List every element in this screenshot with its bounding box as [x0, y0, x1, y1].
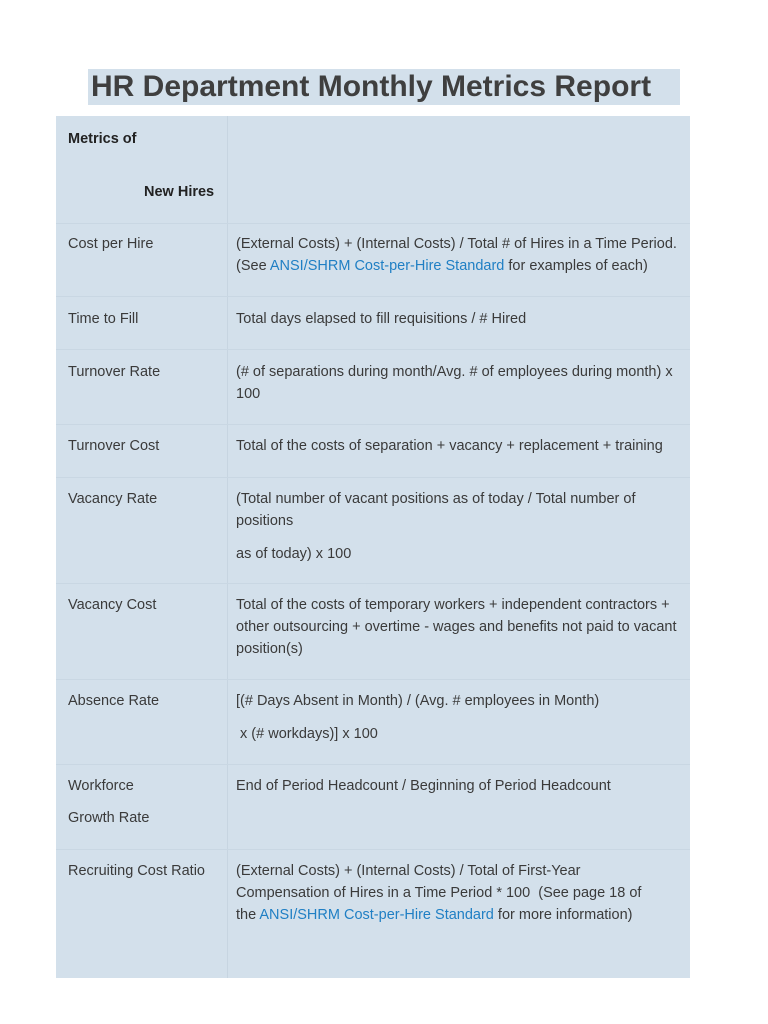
metric-formula [236, 361, 681, 405]
ansi-shrm-standard-link[interactable]: ANSI/SHRM Cost-per-Hire Standard [259, 907, 494, 923]
formula-line: x (# workdays)] x 100 [236, 726, 378, 742]
metric-name-line: Workforce [68, 778, 134, 794]
formula-text: (See [236, 258, 270, 274]
formula-line: 100 [236, 386, 261, 402]
formula-line: [(# Days Absent in Month) / (Avg. # employees in Month) [236, 693, 600, 709]
metric-name: Cost per Hire [68, 236, 154, 252]
formula-line: (# of separations during month/Avg. # of employees during month) x [236, 364, 673, 380]
metric-name: Vacancy Cost [68, 597, 157, 613]
metric-name: Turnover Rate [68, 364, 161, 380]
row-divider [56, 349, 690, 350]
metric-formula [236, 488, 681, 565]
row-divider [56, 296, 690, 297]
metric-name: Time to Fill [68, 311, 139, 327]
row-divider [56, 764, 690, 765]
formula-line: Total of the costs of temporary workers + independent contractors + [236, 597, 670, 613]
metric-name [68, 775, 223, 829]
formula-line: position(s) [236, 641, 303, 657]
formula-line [236, 904, 681, 926]
metrics-table [56, 116, 690, 978]
formula-line: (Total number of vacant positions as of today / Total number of [236, 491, 636, 507]
header-label: Metrics of [68, 131, 137, 147]
formula-line: positions [236, 513, 294, 529]
page-title: HR Department Monthly Metrics Report [88, 69, 680, 105]
metric-formula: End of Period Headcount / Beginning of Period Headcount [236, 778, 611, 794]
metric-name: Recruiting Cost Ratio [68, 863, 205, 879]
formula-text: for examples of each) [504, 258, 648, 274]
metric-name-line: Growth Rate [68, 810, 150, 826]
metric-formula: Total of the costs of separation + vacancy + replacement + training [236, 438, 663, 454]
header-sublabel: New Hires [144, 184, 215, 200]
formula-line: Compensation of Hires in a Time Period * 100 (See page 18 of [236, 885, 642, 901]
row-divider [56, 583, 690, 584]
row-divider [56, 679, 690, 680]
formula-text: the [236, 907, 260, 923]
metric-formula [236, 233, 681, 277]
metric-name: Vacancy Rate [68, 491, 158, 507]
metric-name: Absence Rate [68, 693, 160, 709]
row-divider [56, 849, 690, 850]
metric-formula [236, 860, 681, 926]
formula-line: other outsourcing + overtime - wages and benefits not paid to vacant [236, 619, 677, 635]
metric-formula [236, 594, 681, 660]
formula-line: (External Costs) + (Internal Costs) / Total # of Hires in a Time Period. [236, 236, 677, 252]
formula-line [236, 255, 681, 277]
ansi-shrm-standard-link[interactable]: ANSI/SHRM Cost-per-Hire Standard [269, 258, 505, 274]
row-divider [56, 223, 690, 224]
row-divider [56, 477, 690, 478]
formula-text: for more information) [493, 907, 633, 923]
metric-formula: Total days elapsed to fill requisitions / # Hired [236, 311, 527, 327]
formula-line: as of today) x 100 [236, 546, 352, 562]
formula-line: (External Costs) + (Internal Costs) / Total of First-Year [236, 863, 581, 879]
metric-name: Turnover Cost [68, 438, 160, 454]
metric-formula [236, 690, 681, 745]
row-divider [56, 424, 690, 425]
